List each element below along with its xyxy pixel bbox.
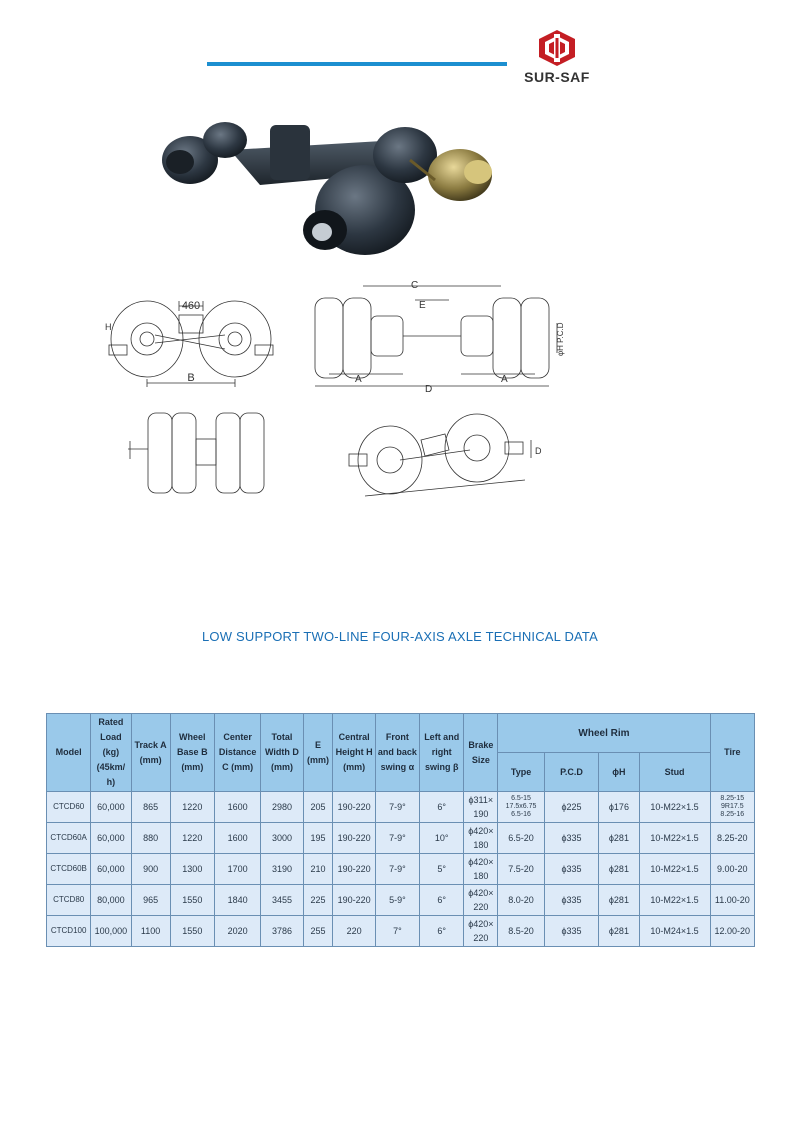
cell-load: 100,000 bbox=[91, 916, 131, 947]
front-view-drawing bbox=[305, 278, 575, 393]
table-title: LOW SUPPORT TWO-LINE FOUR-AXIS AXLE TECHNICAL DATA bbox=[202, 629, 598, 644]
cell-load: 60,000 bbox=[91, 854, 131, 885]
dimension-label: C bbox=[411, 280, 419, 291]
cell-phih: ϕ281 bbox=[599, 885, 639, 916]
cell-tire: 9.00-20 bbox=[710, 854, 754, 885]
header-track-a: Track A (mm) bbox=[131, 714, 170, 792]
cell-height: 190-220 bbox=[333, 823, 375, 854]
cell-e: 205 bbox=[303, 792, 333, 823]
cell-track: 880 bbox=[131, 823, 170, 854]
cell-model: CTCD60 bbox=[47, 792, 91, 823]
cell-beta: 5° bbox=[420, 854, 464, 885]
cell-track: 865 bbox=[131, 792, 170, 823]
cell-height: 190-220 bbox=[333, 885, 375, 916]
axle-product-photo bbox=[150, 100, 510, 270]
cell-stud: 10-M22×1.5 bbox=[639, 823, 710, 854]
header-central-height: Central Height H (mm) bbox=[333, 714, 375, 792]
cell-center: 1700 bbox=[214, 854, 260, 885]
dimension-label: A bbox=[501, 374, 508, 385]
cell-stud: 10-M22×1.5 bbox=[639, 885, 710, 916]
cell-alpha: 7-9° bbox=[375, 792, 419, 823]
cell-beta: 6° bbox=[420, 885, 464, 916]
cell-e: 210 bbox=[303, 854, 333, 885]
cell-model: CTCD60B bbox=[47, 854, 91, 885]
cell-center: 1600 bbox=[214, 792, 260, 823]
cell-width: 2980 bbox=[261, 792, 303, 823]
table-row bbox=[47, 885, 755, 916]
header-center-distance: Center Distance C (mm) bbox=[214, 714, 260, 792]
cell-width: 3190 bbox=[261, 854, 303, 885]
cell-track: 900 bbox=[131, 854, 170, 885]
table-row bbox=[47, 823, 755, 854]
cell-brake: ϕ420× 220 bbox=[464, 885, 498, 916]
cell-model: CTCD60A bbox=[47, 823, 91, 854]
cell-center: 1840 bbox=[214, 885, 260, 916]
cell-phih: ϕ281 bbox=[599, 916, 639, 947]
cell-wheelbase: 1300 bbox=[170, 854, 214, 885]
cell-model: CTCD100 bbox=[47, 916, 91, 947]
cell-width: 3000 bbox=[261, 823, 303, 854]
cell-model: CTCD80 bbox=[47, 885, 91, 916]
cell-phih: ϕ281 bbox=[599, 854, 639, 885]
cell-brake: ϕ311× 190 bbox=[464, 792, 498, 823]
cell-beta: 6° bbox=[420, 916, 464, 947]
header-left-right-swing: Left and right swing β bbox=[420, 714, 464, 792]
cell-alpha: 5-9° bbox=[375, 885, 419, 916]
cell-brake: ϕ420× 180 bbox=[464, 854, 498, 885]
header-front-back-swing: Front and back swing α bbox=[375, 714, 419, 792]
top-view-drawing bbox=[120, 405, 280, 500]
header-wheel-rim: Wheel Rim bbox=[498, 714, 710, 753]
cell-tire: 12.00-20 bbox=[710, 916, 754, 947]
header-e: E (mm) bbox=[303, 714, 333, 792]
cell-track: 1100 bbox=[131, 916, 170, 947]
header-tire: Tire bbox=[710, 714, 754, 792]
technical-data-table bbox=[46, 713, 755, 947]
brand-logo bbox=[512, 28, 602, 90]
header-phi-h: ϕH bbox=[599, 753, 639, 792]
cell-tire: 11.00-20 bbox=[710, 885, 754, 916]
cell-pcd: ϕ335 bbox=[544, 854, 599, 885]
table-row bbox=[47, 916, 755, 947]
cell-wheelbase: 1220 bbox=[170, 823, 214, 854]
cell-center: 2020 bbox=[214, 916, 260, 947]
dimension-label: φH P.C.D bbox=[556, 322, 565, 356]
cell-load: 60,000 bbox=[91, 823, 131, 854]
cell-tire: 8.25-15 9R17.5 8.25-16 bbox=[710, 792, 754, 823]
cell-beta: 6° bbox=[420, 792, 464, 823]
cell-type: 6.5-20 bbox=[498, 823, 544, 854]
header-wheel-base: Wheel Base B (mm) bbox=[170, 714, 214, 792]
header-rated-load: Rated Load (kg) (45km/ h) bbox=[91, 714, 131, 792]
sur-saf-logo-icon bbox=[535, 28, 579, 68]
header-accent-bar bbox=[207, 62, 507, 66]
cell-e: 195 bbox=[303, 823, 333, 854]
table-row bbox=[47, 792, 755, 823]
cell-alpha: 7-9° bbox=[375, 854, 419, 885]
cell-e: 225 bbox=[303, 885, 333, 916]
cell-wheelbase: 1220 bbox=[170, 792, 214, 823]
dimension-label: 460 bbox=[181, 300, 201, 312]
dimension-label: D bbox=[425, 384, 433, 393]
header-pcd: P.C.D bbox=[544, 753, 599, 792]
cell-type: 6.5-15 17.5x6.75 6.5-16 bbox=[498, 792, 544, 823]
dimension-label: D bbox=[535, 446, 542, 456]
cell-beta: 10° bbox=[420, 823, 464, 854]
cell-phih: ϕ281 bbox=[599, 823, 639, 854]
cell-stud: 10-M22×1.5 bbox=[639, 792, 710, 823]
cell-alpha: 7° bbox=[375, 916, 419, 947]
cell-height: 190-220 bbox=[333, 792, 375, 823]
cell-wheelbase: 1550 bbox=[170, 916, 214, 947]
header-stud: Stud bbox=[639, 753, 710, 792]
incline-view-drawing bbox=[345, 410, 545, 500]
cell-pcd: ϕ335 bbox=[544, 885, 599, 916]
cell-type: 8.0-20 bbox=[498, 885, 544, 916]
cell-type: 7.5-20 bbox=[498, 854, 544, 885]
cell-pcd: ϕ225 bbox=[544, 792, 599, 823]
header-type: Type bbox=[498, 753, 544, 792]
cell-e: 255 bbox=[303, 916, 333, 947]
brand-name: SUR-SAF bbox=[524, 69, 590, 85]
cell-center: 1600 bbox=[214, 823, 260, 854]
cell-wheelbase: 1550 bbox=[170, 885, 214, 916]
cell-tire: 8.25-20 bbox=[710, 823, 754, 854]
dimension-label: H bbox=[105, 322, 112, 332]
header-brake-size: Brake Size bbox=[464, 714, 498, 792]
cell-pcd: ϕ335 bbox=[544, 916, 599, 947]
cell-load: 60,000 bbox=[91, 792, 131, 823]
header-model: Model bbox=[47, 714, 91, 792]
table-row bbox=[47, 854, 755, 885]
cell-stud: 10-M22×1.5 bbox=[639, 854, 710, 885]
dimension-label: B bbox=[187, 372, 195, 384]
dimension-label: E bbox=[419, 300, 426, 311]
cell-width: 3786 bbox=[261, 916, 303, 947]
cell-phih: ϕ176 bbox=[599, 792, 639, 823]
cell-brake: ϕ420× 220 bbox=[464, 916, 498, 947]
dimension-label: A bbox=[355, 374, 362, 385]
cell-brake: ϕ420× 180 bbox=[464, 823, 498, 854]
cell-load: 80,000 bbox=[91, 885, 131, 916]
header-total-width: Total Width D (mm) bbox=[261, 714, 303, 792]
cell-pcd: ϕ335 bbox=[544, 823, 599, 854]
cell-type: 8.5-20 bbox=[498, 916, 544, 947]
cell-height: 220 bbox=[333, 916, 375, 947]
cell-stud: 10-M24×1.5 bbox=[639, 916, 710, 947]
cell-height: 190-220 bbox=[333, 854, 375, 885]
cell-alpha: 7-9° bbox=[375, 823, 419, 854]
cell-track: 965 bbox=[131, 885, 170, 916]
cell-width: 3455 bbox=[261, 885, 303, 916]
side-view-drawing bbox=[95, 297, 285, 392]
